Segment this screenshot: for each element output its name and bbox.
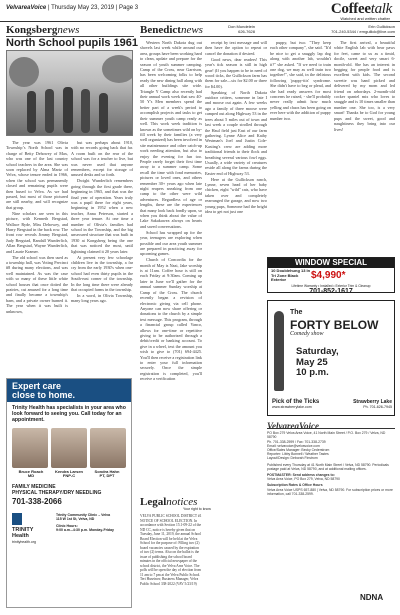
staff-name: Sondra Hahn PT, DPT bbox=[94, 468, 120, 479]
ad-tagline: Trinity Health has specialists in your area who look forward to seeing you. Call today for an appointment. bbox=[12, 405, 126, 424]
paragraph: Speaking of North Dakota outdoor critters, someone in late I and moose out again. A few weeks ago a family of three moose were camped out along Highway 53 in the trees about 5 miles out of town and last week a couple strolled through the Haul field just East of our farm gathering. Lynne Alice and Kathy Westman's Joel and Justin Cole-Kasting's crew are adding more traditional friends to their flock and breathing several various fowl eggs. Usually, a wide variety of creatures reside all along the farms during the Easter end of Highway 53. bbox=[205, 89, 267, 176]
clinic-hours: 9:00 a.m.–4:30 p.m. Monday-Friday bbox=[56, 528, 114, 533]
kongsberg-heading-italic: news bbox=[57, 24, 80, 36]
forty-ad-contact bbox=[272, 405, 392, 409]
clinic-hours-head: Clinic Hours: bbox=[56, 524, 78, 529]
pick-of-ticks: Pick of the Ticks bbox=[272, 399, 320, 405]
benedict-byline-name: Erin Gullickson bbox=[368, 24, 395, 29]
staff-photo-bruce-roach bbox=[12, 428, 48, 468]
benedict-rule bbox=[140, 36, 395, 37]
microphone-icon bbox=[274, 311, 284, 391]
kongsberg-column-1 bbox=[6, 140, 68, 374]
photo-pupil bbox=[81, 89, 90, 133]
kongsberg-headline: North School pupils 1961 bbox=[6, 37, 139, 49]
legal-heading-main: Legal bbox=[140, 496, 167, 508]
ad-title-line2: close to home. bbox=[12, 390, 76, 400]
velva-address2: Velva Area Voice, PO Box 279, Velva, ND 58790 bbox=[267, 477, 340, 482]
forty-ad-footer bbox=[272, 399, 392, 409]
publication-name-tail: Voice bbox=[30, 5, 47, 11]
section-title-main: Coffee bbox=[330, 1, 371, 17]
kongsberg-heading-main: Kongsberg bbox=[6, 24, 58, 36]
paragraph: The first arrival, a beautiful white English lab with bear paws for feet, came to us as a timid, docile, sweet and very smart 6-month-old. She has an interest in begging for people food and is excellent with kids. The second sweetie was hand picked and delivered by my mom and led friend on arbordays. 2-month-old cocker spaniel mix who loves to snuggle and is 10 times smaller than number one. She too, is a very smart! Thanks be to God for young pups and the sweet, good and naughtiness they bring into our lives! bbox=[334, 40, 395, 132]
benedict-heading-italic: news bbox=[180, 24, 203, 36]
date-line: May 25 bbox=[296, 356, 328, 368]
publication-line: VelvareaVoice | Thursday May 23, 2019 | Page 3 bbox=[6, 5, 139, 11]
page-number: Page 3 bbox=[119, 5, 139, 11]
photo-tree bbox=[9, 57, 39, 87]
legal-notice-body bbox=[140, 514, 202, 610]
paragraph: Here at the Gullickson ranch, Lynne, seven head of her baby chicken, eight "wild" cats, who have taken over and completely rearranged the garage, and now two young pups, Someone had the bright idea to get not just one bbox=[205, 176, 267, 215]
paragraph: The old school was then used as a township hall, was Voting Precinct #8 during many elections, and was well maintained. As was the case with so many of these little white school houses that once dotted the prairies, cut amused for a long time and finally became a township's barn, and a private owner burned it. The year when it was built is unknown, bbox=[6, 254, 68, 314]
paragraph: but was perhaps about 1910, with no records going back that far. A room built on the rear of the school was for a teacher to live, but was never used that anyone remembers, except for storage of unused desks and so forth. bbox=[71, 140, 133, 178]
velva-logo: VelvareaVoice bbox=[267, 424, 395, 429]
paragraph: The year was 1961 Olivia Townshipʼs North School was in charge of Betty Dehowey of Max, who was one of the last country school teachers in the area. She was soon replaced by Alma Martz of Velva, whose tenure ended in 1966, when the school was permanently closed and remaining pupils were then bused to Velva. As we had passed, but most of those pictured are still nearby, and will recognize that group. bbox=[6, 140, 68, 210]
forty-ad-date bbox=[296, 347, 339, 379]
forty-title-line2: FORTY BELOW bbox=[290, 318, 379, 332]
velva-postmaster: POSTMASTER: Send address changes to: bbox=[267, 473, 335, 478]
kongsberg-heading bbox=[6, 24, 79, 36]
staff-photo-sondra-hahn bbox=[90, 428, 126, 468]
velva-email[interactable]: Email: velvavoice@velvavoice.com bbox=[267, 443, 320, 448]
publication-name: Velva bbox=[6, 5, 22, 11]
benedict-column-1 bbox=[140, 40, 202, 492]
venue: Strawberry Lake bbox=[353, 399, 392, 405]
clinic-address: 115 W 1st St, Velva, ND bbox=[56, 517, 95, 522]
benedict-byline bbox=[330, 24, 395, 34]
benedict-column-2 bbox=[205, 40, 267, 252]
staff-name: Bruce Roach MD bbox=[18, 468, 44, 479]
forty-ad-subtitle: Comedy show bbox=[290, 331, 324, 337]
legal-subheading: Your right to know bbox=[183, 507, 211, 511]
benedict-heading bbox=[140, 24, 203, 36]
velva-subscription-detail: Velva Area Voice USPS 657-880 | Velva, ND 58790. For subscription prices or more information, call 701-338-2599. bbox=[267, 487, 393, 496]
photo-pupil bbox=[45, 89, 54, 133]
brand-website[interactable]: trinityhealth.org bbox=[12, 539, 36, 544]
forty-phone[interactable]: Ph. 701-626-7945 bbox=[363, 405, 392, 409]
paragraph: In a word, in Olivia Township, many long years ago. bbox=[71, 292, 133, 304]
ad-footer bbox=[12, 513, 126, 545]
date-line: Thursday May 23, 2019 bbox=[51, 5, 115, 11]
school-pupils-photo bbox=[6, 50, 133, 136]
ndna-logo: NDNA bbox=[360, 593, 384, 602]
ad-title-line1: Expert care bbox=[12, 381, 62, 391]
staff-name: Kendra Larsen FNP-C bbox=[54, 468, 83, 479]
staff-names bbox=[12, 470, 126, 480]
paragraph: Church of Concordia for the month of May is Nazi, Jake worship is at 11am. Coffee hour is still on each Friday at 9:30am. Coming up later in June we'll gather for the annual summer Sunday worship at Camp of the Cross. The church recently began a revision of electronic giving via cell phone. Anyone can now share offering or donations to the church by a simple text message. This program, through a financial group called Vanco, allows for one-time or repetitive giving to be authorized through a debit/credit or banking account. To give in a wheel, text the amount you wish to give to (701) 694-4425. You'll then receive a registration link to enter your full information securely. Once the simple registration is completed, you'll receive a verification bbox=[140, 257, 202, 382]
velva-phone: Ph. 701-338-2599 / Fax: 701-338-2739 bbox=[267, 439, 326, 444]
velva-layout: Layout/Design: Deborah Finstrom bbox=[267, 456, 318, 461]
publication-name-suffix: rea bbox=[21, 5, 31, 11]
section-title-italic: talk bbox=[370, 1, 392, 17]
benedict-byline-phone: 701-240-5344 / erngullick@live.com bbox=[331, 29, 395, 34]
velva-published: Published every Thursday at 41 North Main Street / Velva, ND 58790. Periodicals postage paid at Velva, ND 58790, and at additional mailing offices. bbox=[267, 462, 389, 471]
window-ad-doublehung: 10 Doublehung 13 In Tri Zone Black Exterior bbox=[271, 268, 311, 282]
paragraph: receipt by text message and will then have the option to repeat or cancel the donation if desired. bbox=[205, 40, 267, 56]
photo-pupil bbox=[99, 93, 108, 133]
trinity-health-ad[interactable] bbox=[6, 378, 132, 608]
window-ad-install: Lifetime Warranty • Installed • Exterior Trim & Cleanup bbox=[291, 283, 371, 288]
ad-title bbox=[7, 379, 131, 402]
paragraph: Western North Dakota dug out shovels last week while around our area, groups have been working hard to clean, update and prepare for the season of youth summer camping. Camp of the Cross, near Garrison, has been welcoming folks to help ready the new dining hall along with all other buildings site wide. Triangle Y Camp also recently had their annual work week that saw 40-50 Y's Men members spend the better part of a week's period to accomplish projects and tasks to get their summer youth camp ready as well. This work week tradition is known as the sometimes wild on by-fill week by their families (a very well organized) has been involved in site maintenance and other catch-up work needing attention, but also to enjoy the evening for fun too. People rarely forget their first time away to a summer camp. Some recall the time with fond memories, pictures or loved ones, and others remember 30+ years ago when late night reapers sneaking from one camp to the other were wild adventures. Regardless of age or lengths, these are the experiences that many look back fondly upon, so when you think about the value of Lake Sakakawea always on hearts and saved conversations. bbox=[140, 40, 202, 229]
velva-address: PO Box 279 Velva Area Voice, 41 North Main Street / P.O. Box 279 / Velva, ND 58790 bbox=[267, 431, 386, 440]
kongsberg-column-2 bbox=[71, 140, 133, 374]
date-line: 10 p.m. bbox=[296, 367, 329, 378]
forty-below-comedy-ad[interactable] bbox=[267, 300, 395, 416]
forty-website[interactable]: www.strawberrylake.com bbox=[272, 405, 312, 409]
kongsberg-byline-name: Don Mundelein bbox=[228, 24, 255, 29]
window-ad-price: $4,990* bbox=[311, 270, 346, 282]
staff-photos bbox=[12, 428, 126, 468]
paragraph: Nine scholars are seen in this picture, with Kenneth Bergstad, Wallace Ryde, Miss Dehowey, and Harry Bergstad in the back row. The front row reveals Jimmy Bergstad, Judy Bergstad, Randall Wunderlich, Allan Bergstad, Wayne Wunderlich, and Laurie Kramer. bbox=[6, 210, 68, 254]
ad-body bbox=[7, 402, 131, 548]
velva-reporter: Reporter: Libby Bonnell / Weather Tastes bbox=[267, 452, 329, 457]
velva-office: Office/Sales Manager: Becky Cederstrom bbox=[267, 448, 330, 453]
window-special-ad[interactable] bbox=[267, 257, 395, 293]
velva-subscription: Subscription Rates & Office Hours bbox=[267, 483, 323, 488]
photo-pupil bbox=[63, 87, 73, 133]
service-line: PHYSICAL THERAPY/DRY NEEDLING bbox=[12, 490, 102, 497]
velva-masthead-box bbox=[267, 421, 395, 496]
legal-heading-italic: notices bbox=[166, 496, 198, 508]
photo-pupil bbox=[27, 91, 36, 133]
service-line: FAMILY MEDICINE bbox=[12, 484, 56, 491]
forty-title-line1: The bbox=[290, 309, 303, 316]
date-line: Saturday, bbox=[296, 346, 339, 357]
paragraph: Dwight Wunderlich remembers going through the first grade there, beginning in 1965, and that was the final year of operation. Years truly was a pupil there for eight years, beginning in 1952 when a new teacher, Anna Peterson, started a three year tenure. At one time a number of Olivia's families had school in the Township, and the big unsecured structure that was built in 1930 at Kongsberg being the one that was noticed the most, until lightning claimed it 20 years later. bbox=[71, 178, 133, 254]
paragraph: Good news, dear readers! This year's tick season is still in high gear! (If you happen to be in need of wood ticks, the Gullickson farm has them for sale—six for $2.00 or three for $4.00). bbox=[205, 56, 267, 89]
paragraph: VELVA PUBLIC SCHOOL DISTRICT #1 NOTICE OF SCHOOL ELECTION. In accordance with Section 15.1-09-22 of the ND CC, notice is hereby given that on Tuesday, June 11, 2019, the annual School Board Election will be held at the Velva School for the purpose of: Filling two (2) board vacancies caused by the expiration of two (2) terms. Also on the ballot is the issue of publishing the school board minutes in the official newspaper of the school district, the Velva Area Voice. The polls will be open the day of election from 11 am to 7 pm at the Velva Public School. Teri Huseinov, Business Manager, Velva Public School 338-2022 (VAV 5/23/19) bbox=[140, 514, 202, 586]
paragraph: At present very few schoolage children live in the township, a far cry from the early 1930's when one-school had even thirty pupils in the South-east corner of the township. In the long time there were already that occupied farms in the township. bbox=[71, 254, 133, 292]
clinic-info bbox=[56, 513, 126, 545]
staff-photo-kendra-larsen bbox=[51, 428, 87, 468]
trinity-cross-icon bbox=[12, 513, 22, 525]
page-header bbox=[0, 0, 400, 22]
paragraph: School has wrapped up for the year, teenagers are exploring when possible and our area youth summer are prepared in practicing away for upcoming games. bbox=[140, 229, 202, 257]
brand-sub: Health bbox=[12, 532, 29, 539]
paragraph: puppy, but two. "They keep each other company", she said. "It'd be nice to get a snuggly lap dog along with another lab, wouldn't it?" she asked. "If we need to train one dog, we may as well train two together!", she said, in the delirious following 'puppy-itis' syndrome. She didn't have to beg or plead, and she had ready answers for most concerns he raised, - she'll probably never really admit how much yelling and chaos has been going on ever here with the addition of puppy number two. bbox=[270, 40, 331, 121]
photo-tree bbox=[102, 55, 133, 83]
section-subtitle: Watched and written chatter bbox=[340, 16, 390, 21]
window-ad-title: WINDOW SPECIAL bbox=[268, 258, 394, 268]
brand-name: TRINITY bbox=[12, 526, 34, 533]
kongsberg-byline-phone: 626-7628 bbox=[238, 29, 255, 34]
clinic-name: Trinity Community Clinic – Velva bbox=[56, 512, 111, 517]
benedict-heading-main: Benedict bbox=[140, 24, 181, 36]
ad-phone[interactable]: 701-338-2066 bbox=[12, 496, 62, 506]
window-ad-phone[interactable]: 701-852-1617 bbox=[309, 287, 353, 295]
benedict-column-3 bbox=[270, 40, 395, 252]
window-ad-offer bbox=[268, 268, 394, 284]
kongsberg-byline bbox=[195, 24, 255, 34]
trinity-logo bbox=[12, 513, 56, 545]
ad-services bbox=[12, 484, 126, 496]
forty-ad-title bbox=[290, 307, 378, 331]
